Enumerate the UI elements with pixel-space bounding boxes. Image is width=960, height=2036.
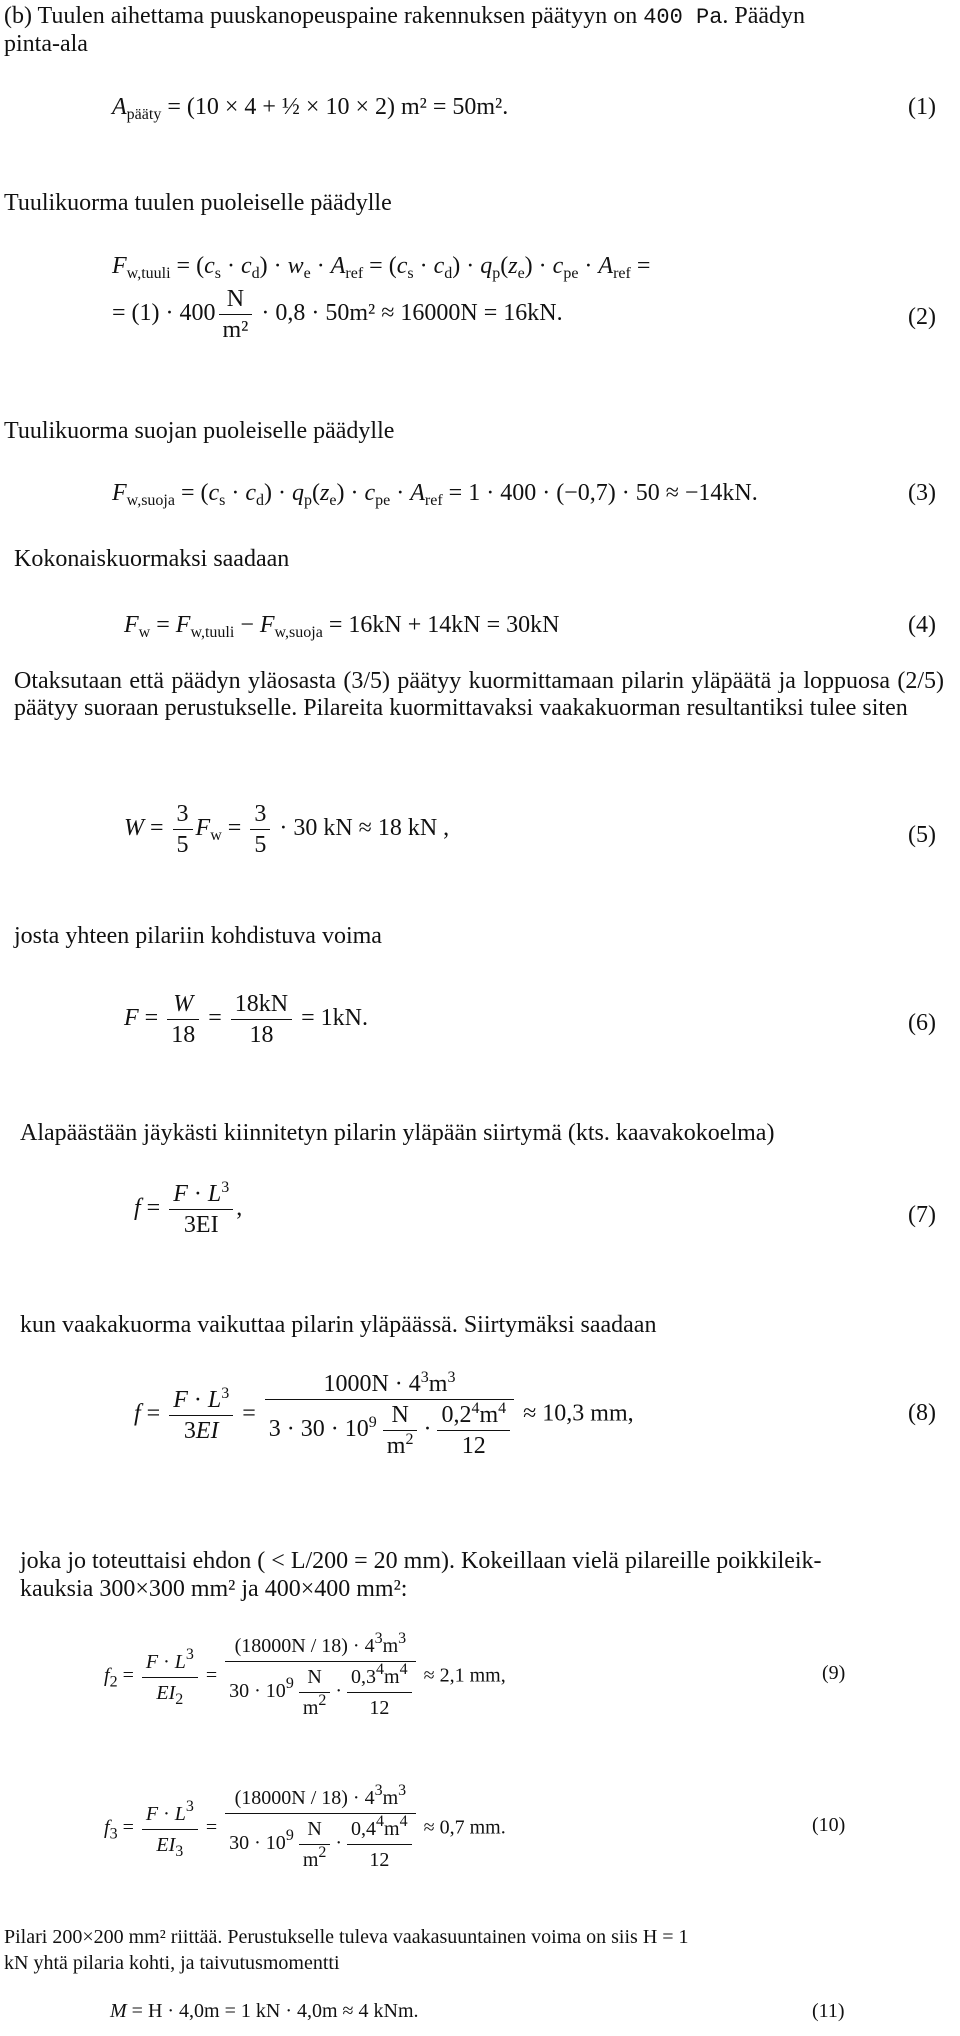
paragraph-horizontal-load: kun vaakakuorma vaikuttaa pilarin yläpäässä. Siirtymäksi saadaan <box>20 1312 657 1338</box>
paragraph-condition-line-2: kauksia 300×300 mm² ja 400×400 mm²: <box>20 1576 408 1602</box>
intro-text: (b) Tuulen aihettama puuskanopeuspaine rakennuksen päätyyn on <box>4 3 644 29</box>
equation-number-11: (11) <box>812 2000 845 2022</box>
paragraph-per-column: josta yhteen pilariin kohdistuva voima <box>14 923 382 949</box>
heading-wind-side: Tuulikuorma tuulen puoleiselle päädylle <box>4 190 392 216</box>
equation-2-line-2: = (1) · 400 $\frac{N}{\text{m²}}$ · 0,8 · 50m² ≈ 16000N = 16kN. <box>112 286 563 343</box>
equation-4: $F_w = F_{w,tuuli} - F_{w,suoja} = 16kN + 14kN = 30kN$ <box>124 612 560 641</box>
equation-number-3: (3) <box>908 480 936 506</box>
intro-line-1 <box>4 3 805 31</box>
equation-9: $f_2$ = $\frac{F \cdot L^3}{EI_2}$ = $(18000N / 18) \cdot 4^3m^3$ $30 \cdot 10^9$ $\frac{N}{m^2}$ · $\frac{0,3^4m^4}{12}$ ≈ 2,1 mm, <box>104 1630 506 1719</box>
equation-number-6: (6) <box>908 1010 936 1036</box>
intro-line-2: pinta-ala <box>4 31 88 57</box>
paragraph-conclusion-line-2: kN yhtä pilaria kohti, ja taivutusmomentti <box>4 1952 340 1974</box>
equation-6: F = $\frac{W}{18}$ = $\frac{18kN}{18}$ = 1kN. <box>124 991 368 1048</box>
equation-7: f = $\frac{F \cdot L^3}{3EI}$ , <box>134 1179 243 1238</box>
intro-text-end: . Päädyn <box>722 3 806 29</box>
equation-8: f = $\frac{F \cdot L^3}{3EI}$ = $1000N \cdot 4^3m^3$ $3 \cdot 30 \cdot 10^9$ $\frac{N}{m^2}$ · $\frac{0,2^4m^4}{12}$ ≈ 10,3 mm, <box>134 1369 634 1459</box>
equation-5: W = $\frac{3}{5}$ $F_w$ = $\frac{3}{5}$ · 30 kN ≈ 18 kN , <box>124 801 450 858</box>
paragraph-assumption: Otaksutaan että päädyn yläosasta (3/5) päätyy kuormittamaan pilarin yläpäätä ja loppuosa (2/5) päätyy suoraan perustukselle. Pilareita kuormittavaksi vaakakuorman resultantiksi tulee siten <box>14 668 944 721</box>
paragraph-displacement: Alapäästään jäykästi kiinnitetyn pilarin yläpään siirtymä (kts. kaavakokoelma) <box>20 1120 775 1146</box>
paragraph-condition-line-1: joka jo toteuttaisi ehdon ( < L/200 = 20 mm). Kokeillaan vielä pilareille poikkileik- <box>20 1548 822 1574</box>
equation-number-2: (2) <box>908 304 936 330</box>
equation-number-1: (1) <box>908 94 936 120</box>
equation-3: $F_{w,suoja} = (c_s \cdot c_d) \cdot q_p(z_e) \cdot c_{pe} \cdot A_{ref} = 1 \cdot 400 \cdot (-0,7) \cdot 50 \approx -14kN$. <box>112 480 758 509</box>
equation-1: $A_{pääty} = (10 \times 4$ + ½ × 10 × 2) m² = 50m². <box>112 94 509 123</box>
equation-number-10: (10) <box>812 1814 846 1836</box>
equation-2-line-1: $F_{w,tuuli} = (c_s \cdot c_d) \cdot w_e \cdot A_{ref} = (c_s \cdot c_d) \cdot q_p(z_e) \cdot c_{pe} \cdot A_{ref}$ = <box>112 253 651 282</box>
equation-10: $f_3$ = $\frac{F \cdot L^3}{EI_3}$ = $(18000N / 18) \cdot 4^3m^3$ $30 \cdot 10^9$ $\frac{N}{m^2}$ · $\frac{0,4^4m^4}{12}$ ≈ 0,7 mm. <box>104 1782 506 1871</box>
equation-11: M = H · 4,0m = 1 kN · 4,0m ≈ 4 kNm. <box>110 2000 419 2022</box>
equation-number-8: (8) <box>908 1400 936 1426</box>
paragraph-conclusion-line-1: Pilari 200×200 mm² riittää. Perustukselle tuleva vaakasuuntainen voima on siis H = 1 <box>4 1926 689 1948</box>
heading-total-load: Kokonaiskuormaksi saadaan <box>14 546 290 572</box>
pressure-value: 400 Pa <box>643 5 723 30</box>
equation-number-9: (9) <box>822 1662 846 1684</box>
heading-lee-side: Tuulikuorma suojan puoleiselle päädylle <box>4 418 395 444</box>
equation-number-7: (7) <box>908 1202 936 1228</box>
equation-number-4: (4) <box>908 612 936 638</box>
equation-number-5: (5) <box>908 822 936 848</box>
